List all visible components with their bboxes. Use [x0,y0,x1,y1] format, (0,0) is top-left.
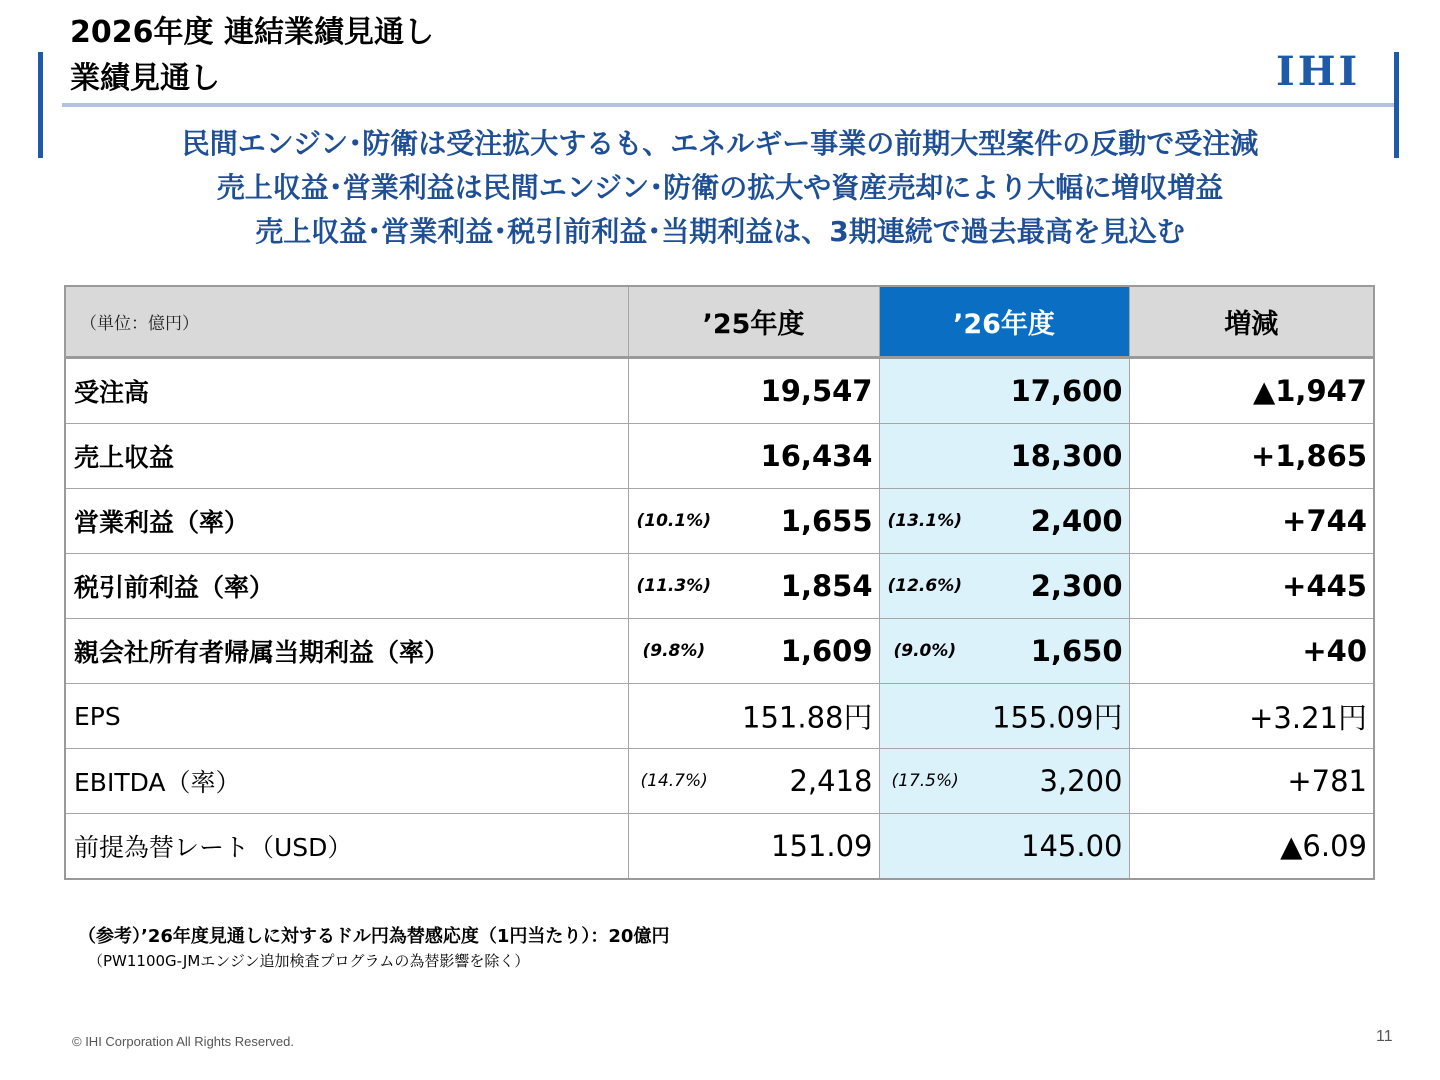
value-fy26: 17,600 [1010,374,1123,408]
value-fy25: 1,854 [780,569,873,603]
cell-fy25 [628,684,879,749]
cell-fy26 [879,358,1129,424]
value-fy26: 2,400 [1030,504,1123,538]
cell-change: +781 [1129,749,1374,814]
row-label: 親会社所有者帰属当期利益（率） [65,619,628,684]
value-fy25: 151.88円 [742,700,873,735]
table-row-revenue [65,424,1374,489]
cell-fy25 [628,489,879,554]
value-fy25: 1,655 [780,504,873,538]
row-label: 売上収益 [65,424,628,489]
cell-change: +1,865 [1129,424,1374,489]
cell-change: +445 [1129,554,1374,619]
value-fy26: 2,300 [1030,569,1123,603]
fx-exclusion-note: （PW1100G-JMエンジン追加検査プログラムの為替影響を除く） [88,952,530,970]
row-label: 前提為替レート（USD） [65,814,628,880]
row-label: EBITDA（率） [65,749,628,814]
cell-change: +3.21円 [1129,684,1374,749]
row-label: EPS [65,684,628,749]
value-fy25: 2,418 [789,764,873,798]
row-label: 営業利益（率） [65,489,628,554]
value-fy26: 145.00 [1021,829,1123,863]
page-number: 11 [1376,1028,1393,1045]
ihi-logo: IHI [1276,48,1361,95]
cell-change: ▲6.09 [1129,814,1374,880]
cell-change: +40 [1129,619,1374,684]
col-header-fy25: ’25年度 [628,286,879,358]
forecast-table [64,285,1375,880]
table-row-pretax-profit [65,554,1374,619]
value-fy25: 1,609 [780,634,873,668]
slide-title: 2026年度 連結業績見通し [70,15,434,50]
rate-fy25: (10.1%) [636,511,712,531]
cell-fy25 [628,424,879,489]
value-fy25: 16,434 [760,439,873,473]
cell-change: ▲1,947 [1129,358,1374,424]
table-row-ebitda [65,749,1374,814]
rate-fy26: (13.1%) [887,511,963,531]
fx-sensitivity-note: （参考）’26年度見通しに対するドル円為替感応度（1円当たり）：20億円 [78,926,670,947]
row-label: 税引前利益（率） [65,554,628,619]
copyright: © IHI Corporation All Rights Reserved. [72,1034,295,1049]
rate-fy25: (11.3%) [636,576,712,596]
rate-fy26: (17.5%) [891,771,959,791]
rate-fy25: (14.7%) [640,771,708,791]
title-divider [62,103,1394,107]
value-fy26: 3,200 [1039,764,1123,798]
cell-fy26 [879,749,1129,814]
cell-change: +744 [1129,489,1374,554]
cell-fy25 [628,554,879,619]
table-row-fx-rate [65,814,1374,880]
headline-3: 売上収益･営業利益･税引前利益･当期利益は、3期連続で過去最高を見込む [255,215,1185,248]
row-label: 受注高 [65,358,628,424]
headline-2: 売上収益･営業利益は民間エンジン･防衛の拡大や資産売却により大幅に増収増益 [216,171,1224,204]
value-fy26: 18,300 [1010,439,1123,473]
slide-subtitle: 業績見通し [70,61,220,96]
cell-fy26 [879,554,1129,619]
cell-fy25 [628,749,879,814]
rate-fy26: (9.0%) [893,641,957,661]
value-fy26: 155.09円 [992,700,1123,735]
cell-fy26 [879,684,1129,749]
cell-fy26 [879,814,1129,880]
cell-fy26 [879,424,1129,489]
table-row-orders [65,358,1374,424]
col-header-fy26: ’26年度 [879,286,1129,358]
headline-1: 民間エンジン･防衛は受注拡大するも、エネルギー事業の前期大型案件の反動で受注減 [181,127,1259,160]
col-header-change: 増減 [1129,286,1374,358]
cell-fy26 [879,489,1129,554]
cell-fy25 [628,358,879,424]
value-fy26: 1,650 [1030,634,1123,668]
table-row-operating-profit [65,489,1374,554]
unit-label: （単位：億円） [65,286,628,358]
table-header-row [65,286,1374,358]
table-row-eps [65,684,1374,749]
table-row-net-profit [65,619,1374,684]
rate-fy26: (12.6%) [887,576,963,596]
cell-fy25 [628,814,879,880]
value-fy25: 19,547 [760,374,873,408]
cell-fy25 [628,619,879,684]
rate-fy25: (9.8%) [642,641,706,661]
cell-fy26 [879,619,1129,684]
value-fy25: 151.09 [771,829,873,863]
